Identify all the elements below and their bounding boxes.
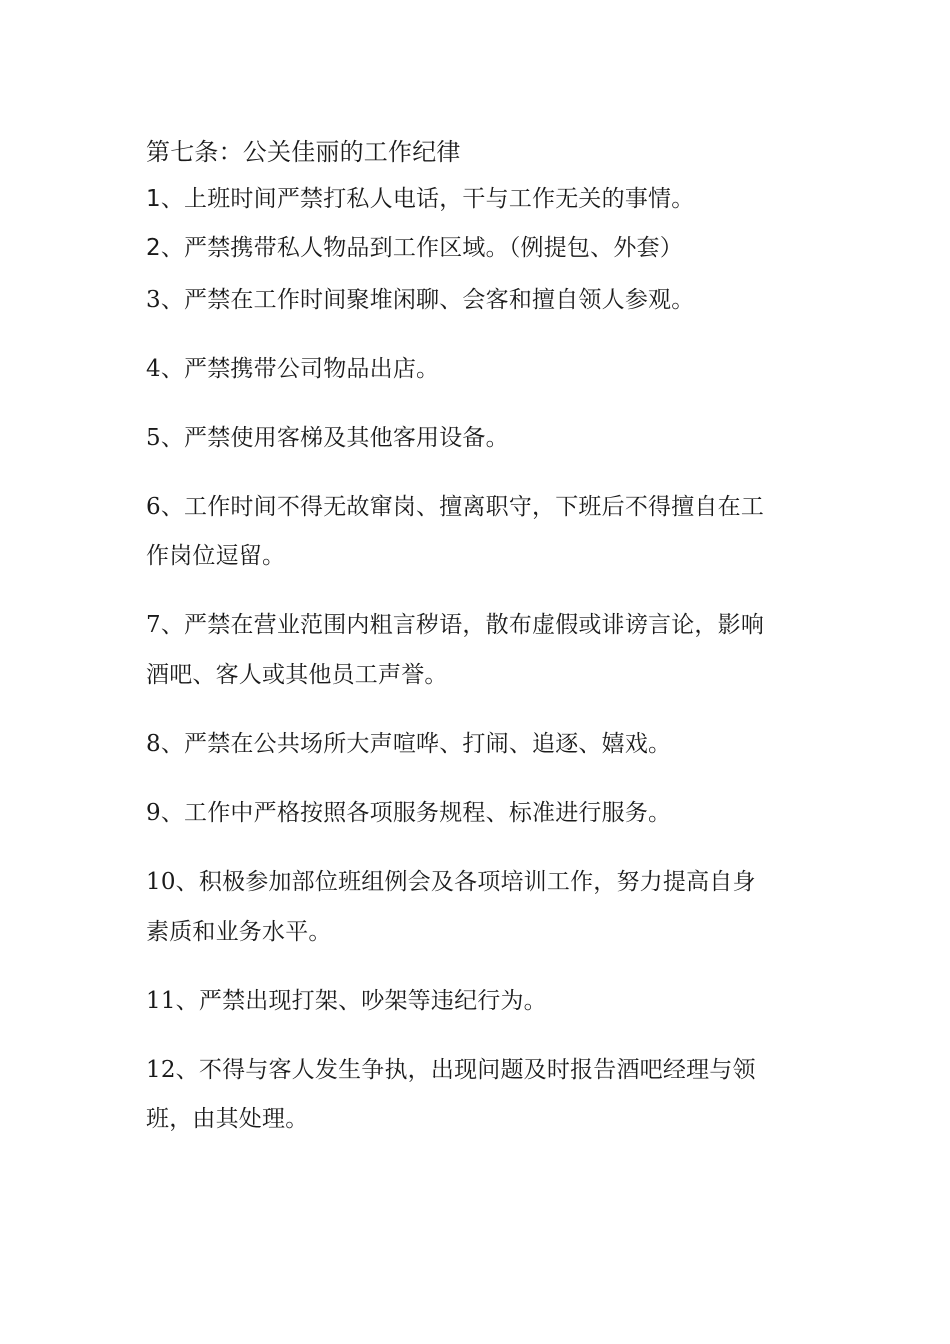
rule-12-line-2: 班，由其处理。 <box>146 1106 309 1132</box>
section-title: 第七条：公关佳丽的工作纪律 <box>146 138 461 166</box>
rule-2: 2、严禁携带私人物品到工作区域。（例提包、外套） <box>146 235 683 261</box>
rule-3: 3、严禁在工作时间聚堆闲聊、会客和擅自领人参观。 <box>146 287 695 313</box>
rule-1: 1、上班时间严禁打私人电话，干与工作无关的事情。 <box>146 186 695 212</box>
rule-4: 4、严禁携带公司物品出店。 <box>146 356 440 382</box>
rule-9: 9、工作中严格按照各项服务规程、标准进行服务。 <box>146 800 672 826</box>
rule-7-line-2: 酒吧、客人或其他员工声誉。 <box>146 662 448 688</box>
rule-6-line-2: 作岗位逗留。 <box>146 543 286 569</box>
rule-12-line-1: 12、不得与客人发生争执，出现问题及时报告酒吧经理与领 <box>146 1057 756 1083</box>
rule-7-line-1: 7、严禁在营业范围内粗言秽语，散布虚假或诽谤言论，影响 <box>146 612 765 638</box>
rule-6-line-1: 6、工作时间不得无故窜岗、擅离职守，下班后不得擅自在工 <box>146 494 765 520</box>
rule-5: 5、严禁使用客梯及其他客用设备。 <box>146 425 509 451</box>
rule-10-line-2: 素质和业务水平。 <box>146 919 332 945</box>
rule-11: 11、严禁出现打架、吵架等违纪行为。 <box>146 988 547 1014</box>
rule-8: 8、严禁在公共场所大声喧哗、打闹、追逐、嬉戏。 <box>146 731 672 757</box>
rule-10-line-1: 10、积极参加部位班组例会及各项培训工作，努力提高自身 <box>146 869 756 895</box>
